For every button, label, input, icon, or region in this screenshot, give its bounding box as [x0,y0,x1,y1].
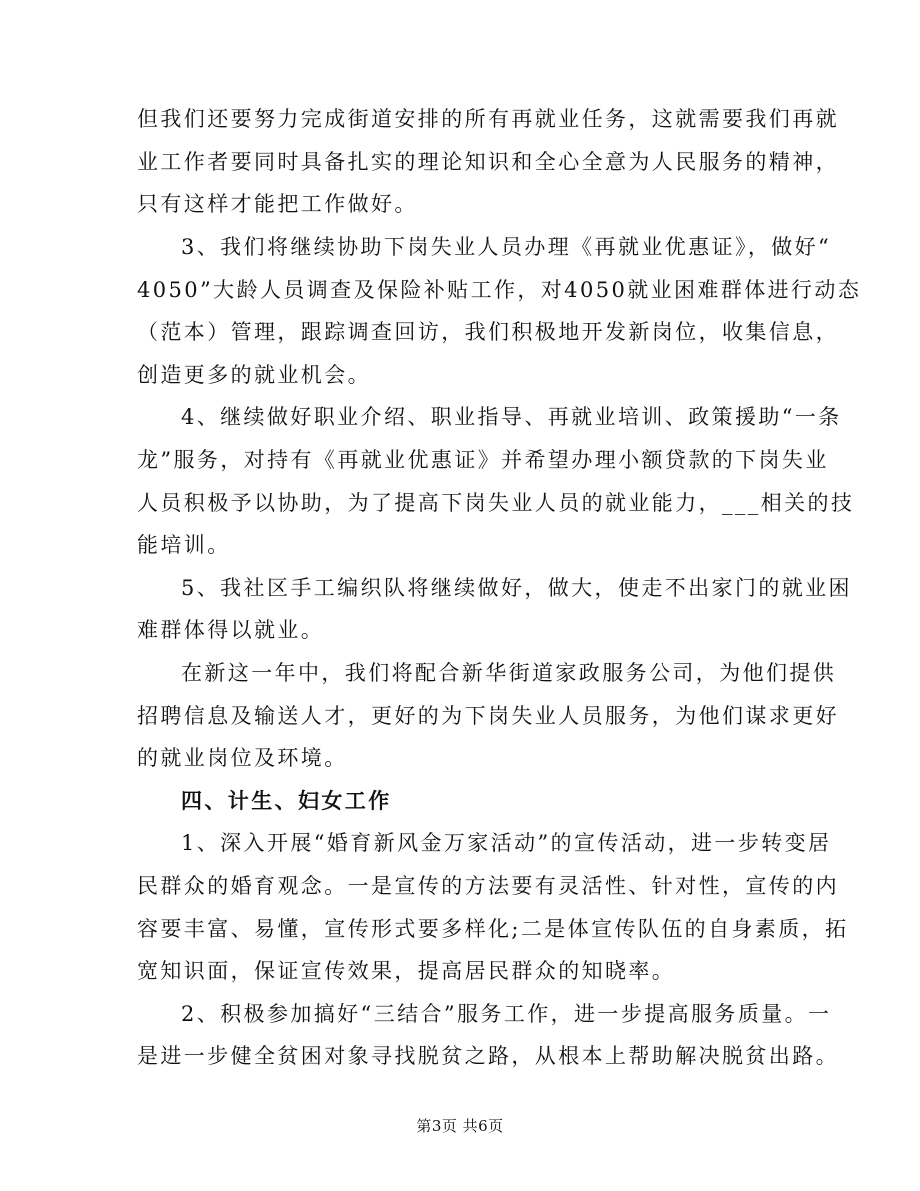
text-line: 1、深入开展“婚育新风金万家活动”的宣传活动，进一步转变居 [181,831,832,855]
text-line: 招聘信息及输送人才，更好的为下岗失业人员服务，为他们谋求更好 [137,704,839,728]
text-line: 创造更多的就业机会。 [137,363,371,387]
text-line: 4050”大龄人员调查及保险补贴工作，对4050就业困难群体进行动态 [137,278,862,302]
text-line: 是进一步健全贫困对象寻找脱贫之路，从根本上帮助解决脱贫出路。 [137,1044,839,1068]
text-line: 在新这一年中，我们将配合新华街道家政服务公司，为他们提供 [181,661,837,685]
text-line: 3、我们将继续协助下岗失业人员办理《再就业优惠证》，做好“ [181,235,832,259]
page-number-footer: 第3页 共6页 [416,1117,504,1135]
text-line: 民群众的婚育观念。一是宣传的方法要有灵活性、针对性，宣传的内 [137,874,839,898]
text-line: 龙”服务，对持有《再就业优惠证》并希望办理小额贷款的下岗失业 [137,448,829,472]
text-line: 宽知识面，保证宣传效果，提高居民群众的知晓率。 [137,959,676,983]
section-heading: 四、计生、妇女工作 [181,788,392,813]
text-line: 2、积极参加搞好“三结合”服务工作，进一步提高服务质量。一 [181,1002,832,1026]
text-line: 能培训。 [137,533,231,557]
text-line: 的就业岗位及环境。 [137,746,348,770]
text-line: 只有这样才能把工作做好。 [137,192,418,216]
text-line: 但我们还要努力完成街道安排的所有再就业任务，这就需要我们再就 [137,107,839,131]
text-line: 5、我社区手工编织队将继续做好，做大，使走不出家门的就业困 [181,576,852,600]
text-line: （范本）管理，跟踪调查回访，我们积极地开发新岗位，收集信息， [137,320,839,344]
text-line: 人员积极予以协助，为了提高下岗失业人员的就业能力，___相关的技 [137,491,855,515]
text-line: 难群体得以就业。 [137,618,325,642]
text-line: 业工作者要同时具备扎实的理论知识和全心全意为人民服务的精神， [137,150,839,174]
text-line: 容要丰富、易懂，宣传形式要多样化;二是体宣传队伍的自身素质，拓 [137,917,849,941]
text-line: 4、继续做好职业介绍、职业指导、再就业培训、政策援助“一条 [181,405,842,429]
